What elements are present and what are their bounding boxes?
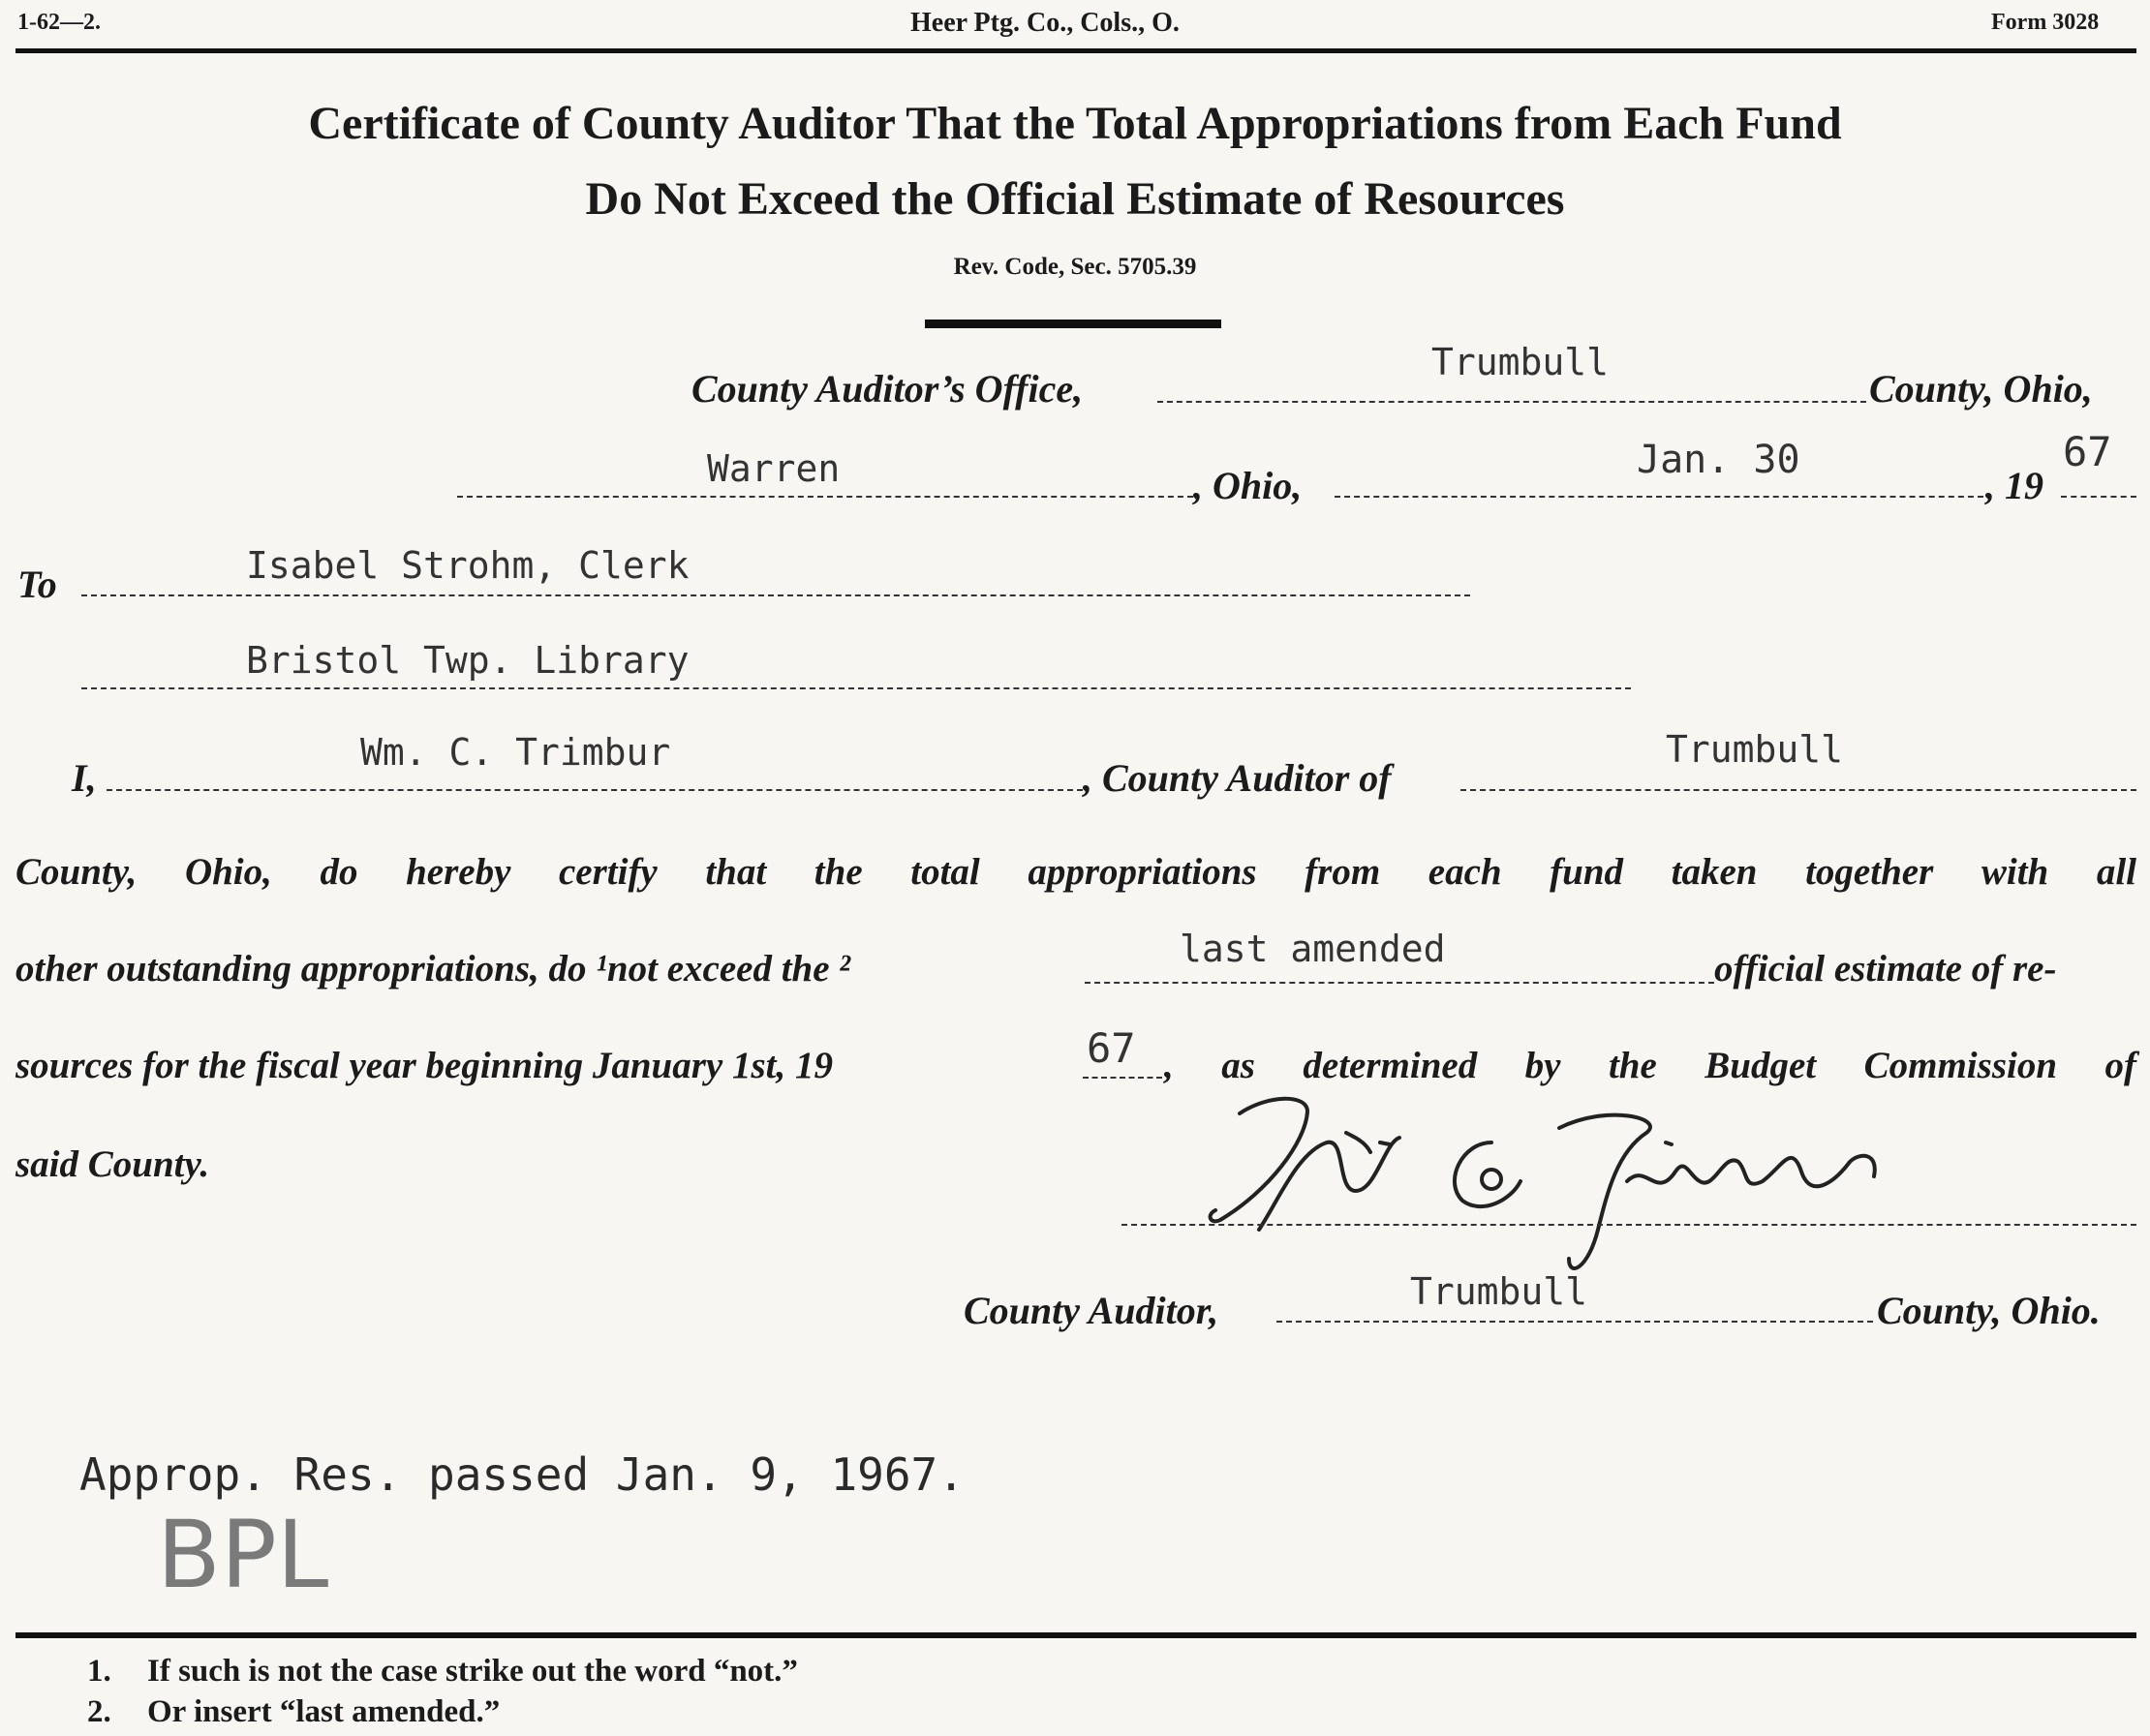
form-number: Form 3028 — [1991, 10, 2100, 35]
signature-county-line — [1276, 1321, 1873, 1323]
i-label: I, — [72, 756, 97, 800]
to-line-2 — [81, 687, 1631, 689]
certificate-title-line2: Do Not Exceed the Official Estimate of Resources — [585, 173, 1565, 225]
office-county-line — [1157, 401, 1866, 403]
auditor-name-line — [107, 789, 1083, 791]
bpl-watermark: BPL — [157, 1501, 329, 1609]
footnote-1-text: If such is not the case strike out the word “not.” — [147, 1654, 798, 1689]
year-prefix: , 19 — [1985, 464, 2043, 507]
fiscal-year-value: 67 — [1087, 1024, 1136, 1072]
certificate-title-line1: Certificate of County Auditor That the Total Appropriations from Each Fund — [308, 98, 1842, 149]
year-line — [2061, 496, 2136, 498]
city-line — [457, 496, 1193, 498]
appropriation-note: Approp. Res. passed Jan. 9, 1967. — [79, 1448, 965, 1501]
form-code: 1-62—2. — [17, 10, 101, 35]
recipient-organization: Bristol Twp. Library — [246, 639, 690, 682]
footer-rule — [15, 1632, 2136, 1638]
estimate-value: last amended — [1180, 928, 1446, 970]
certification-line-1: County, Ohio, do hereby certify that the total appropriations from each fund taken together with all — [15, 851, 2136, 893]
footnote-1-number: 1. — [87, 1654, 111, 1689]
certification-line-2-suffix: official estimate of re- — [1714, 948, 2057, 990]
fiscal-year-line — [1083, 1077, 1162, 1079]
signature-county-value: Trumbull — [1410, 1270, 1588, 1313]
ohio-label: , Ohio, — [1193, 464, 1303, 507]
printer-name: Heer Ptg. Co., Cols., O. — [910, 8, 1180, 38]
header-rule — [15, 48, 2136, 53]
to-line-1 — [81, 594, 1470, 596]
certification-line-3-suffix: , as determined by the Budget Commission of — [1164, 1045, 2136, 1086]
signature-line — [1121, 1224, 2136, 1226]
auditor-signature — [1201, 1084, 1937, 1278]
auditor-of-label: , County Auditor of — [1083, 756, 1392, 800]
city-value: Warren — [707, 447, 841, 490]
to-label: To — [17, 563, 57, 606]
certification-line-2-prefix: other outstanding appropriations, do ¹not exceed the ² — [15, 948, 850, 990]
signature-auditor-label: County Auditor, — [964, 1289, 1219, 1332]
revised-code-reference: Rev. Code, Sec. 5705.39 — [953, 254, 1197, 280]
signature-county-suffix: County, Ohio. — [1877, 1289, 2101, 1332]
certification-line-3-prefix: sources for the fiscal year beginning January 1st, 19 — [15, 1045, 833, 1086]
date-value: Jan. 30 — [1637, 438, 1800, 482]
auditor-county-line — [1460, 789, 2136, 791]
estimate-line — [1085, 982, 1714, 984]
office-county-value: Trumbull — [1431, 341, 1610, 383]
auditor-name-value: Wm. C. Trimbur — [360, 731, 671, 774]
certification-line-4: said County. — [15, 1143, 210, 1185]
footnote-2-number: 2. — [87, 1694, 111, 1729]
date-line — [1335, 496, 1983, 498]
year-value: 67 — [2063, 428, 2112, 475]
recipient-name: Isabel Strohm, Clerk — [246, 544, 690, 587]
auditor-county-value: Trumbull — [1666, 728, 1844, 771]
office-county-suffix: County, Ohio, — [1869, 367, 2093, 411]
title-divider — [925, 320, 1221, 328]
auditor-office-label: County Auditor’s Office, — [691, 367, 1084, 411]
footnote-2-text: Or insert “last amended.” — [147, 1694, 501, 1729]
